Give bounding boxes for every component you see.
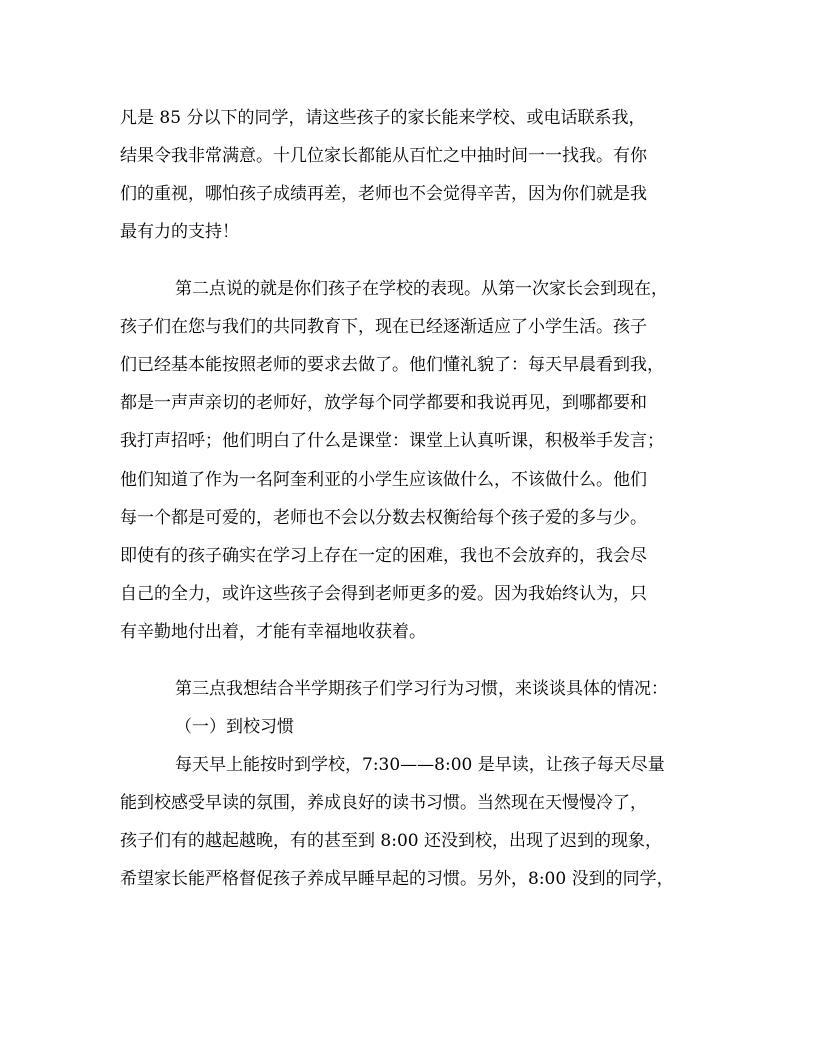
text-line: 即使有的孩子确实在学习上存在一定的困难，我也不会放弃的，我会尽 [120, 546, 647, 566]
text-line: 都是一声声亲切的老师好，放学每个同学都要和我说再见，到哪都要和 [120, 393, 647, 413]
text-line: 孩子们有的越起越晚，有的甚至到 8:00 还没到校，出现了迟到的现象， [120, 831, 662, 851]
text-line: 最有力的支持！ [120, 222, 239, 242]
paragraph-first-line: 第三点我想结合半学期孩子们学习行为习惯，来谈谈具体的情况： [175, 679, 668, 699]
paragraph-first-line: 每天早上能按时到学校，7:30——8:00 是早读，让孩子每天尽量 [175, 755, 665, 775]
text-line: 每一个都是可爱的，老师也不会以分数去权衡给每个孩子爱的多与少。 [120, 508, 647, 528]
text-line: 自己的全力，或许这些孩子会得到老师更多的爱。因为我始终认为，只 [120, 584, 647, 604]
text-line: 他们知道了作为一名阿奎利亚的小学生应该做什么，不该做什么。他们 [120, 470, 647, 490]
text-line: 孩子们在您与我们的共同教育下，现在已经逐渐适应了小学生活。孩子 [120, 317, 647, 337]
text-line: 我打声招呼；他们明白了什么是课堂：课堂上认真听课，积极举手发言； [120, 431, 664, 451]
text-line: 们的重视，哪怕孩子成绩再差，老师也不会觉得辛苦，因为你们就是我 [120, 184, 647, 204]
text-line: 们已经基本能按照老师的要求去做了。他们懂礼貌了：每天早晨看到我， [120, 355, 664, 375]
text-line: 希望家长能严格督促孩子养成早睡早起的习惯。另外，8:00 没到的同学， [120, 869, 674, 889]
paragraph-first-line: 第二点说的就是你们孩子在学校的表现。从第一次家长会到现在， [175, 279, 668, 299]
text-line: 结果令我非常满意。十几位家长都能从百忙之中抽时间一一找我。有你 [120, 146, 647, 166]
text-line: 能到校感受早读的氛围，养成良好的读书习惯。当然现在天慢慢冷了， [120, 793, 647, 813]
text-line: 凡是 85 分以下的同学，请这些孩子的家长能来学校、或电话联系我， [120, 108, 646, 128]
section-heading: （一）到校习惯 [175, 717, 294, 737]
text-line: 有辛勤地付出着，才能有幸福地收获着。 [120, 622, 426, 642]
